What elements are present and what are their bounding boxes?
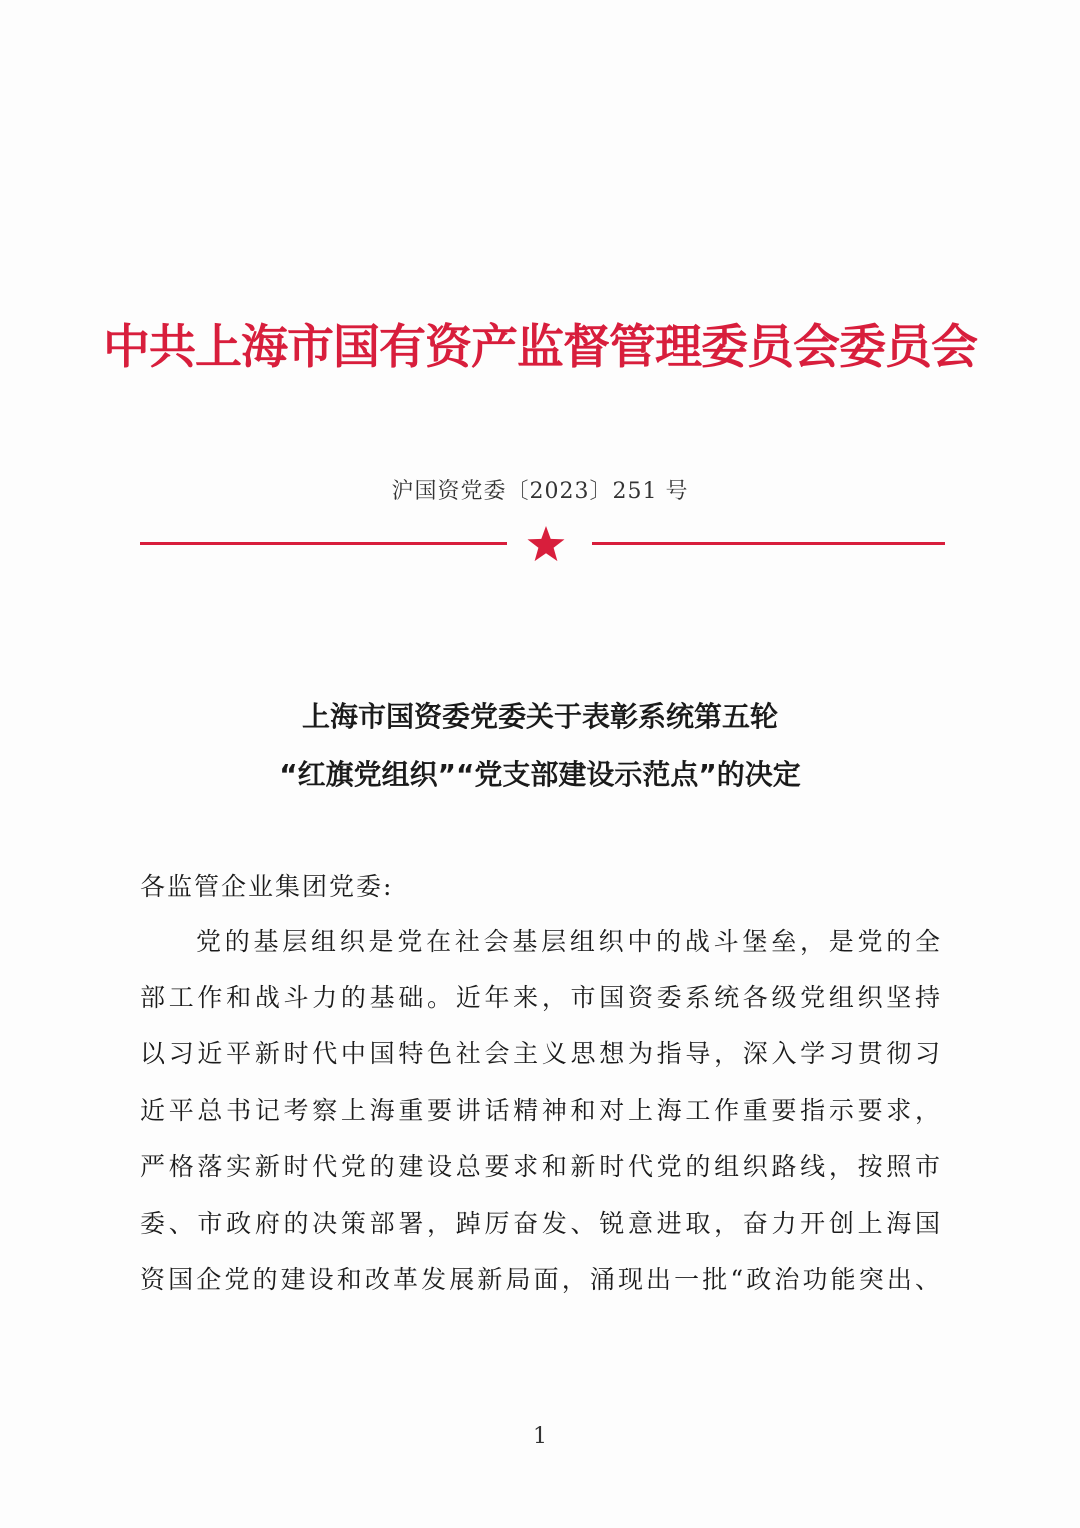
salutation: 各监管企业集团党委: — [140, 872, 394, 901]
document-title-line-1: 上海市国资委党委关于表彰系统第五轮 — [301, 700, 778, 733]
separator-line-left — [140, 542, 507, 545]
body-text-line: 严格落实新时代党的建设总要求和新时代党的组织路线，按照市 — [140, 1152, 940, 1181]
body-text-line: 近平总书记考察上海重要讲话精神和对上海工作重要指示要求， — [140, 1096, 940, 1125]
document-number: 沪国资党委〔2023〕251 号 — [391, 479, 689, 504]
star-icon — [526, 524, 566, 564]
body-text-line: 党的基层组织是党在社会基层组织中的战斗堡垒，是党的全 — [196, 927, 940, 956]
separator-line-right — [592, 542, 945, 545]
body-text-line: 以习近平新时代中国特色社会主义思想为指导，深入学习贯彻习 — [140, 1039, 940, 1068]
document-title-line-2: “红旗党组织”“党支部建设示范点”的决定 — [279, 758, 801, 791]
red-separator — [140, 524, 945, 564]
body-text-line: 部工作和战斗力的基础。近年来，市国资委系统各级党组织坚持 — [140, 983, 940, 1012]
issuer-header: 中共上海市国有资产监督管理委员会委员会 — [103, 320, 977, 375]
body-text-line: 资国企党的建设和改革发展新局面，涌现出一批“政治功能突出、 — [140, 1265, 940, 1294]
page-number: 1 — [533, 1424, 547, 1449]
body-text-line: 委、市政府的决策部署，踔厉奋发、锐意进取，奋力开创上海国 — [140, 1209, 940, 1238]
